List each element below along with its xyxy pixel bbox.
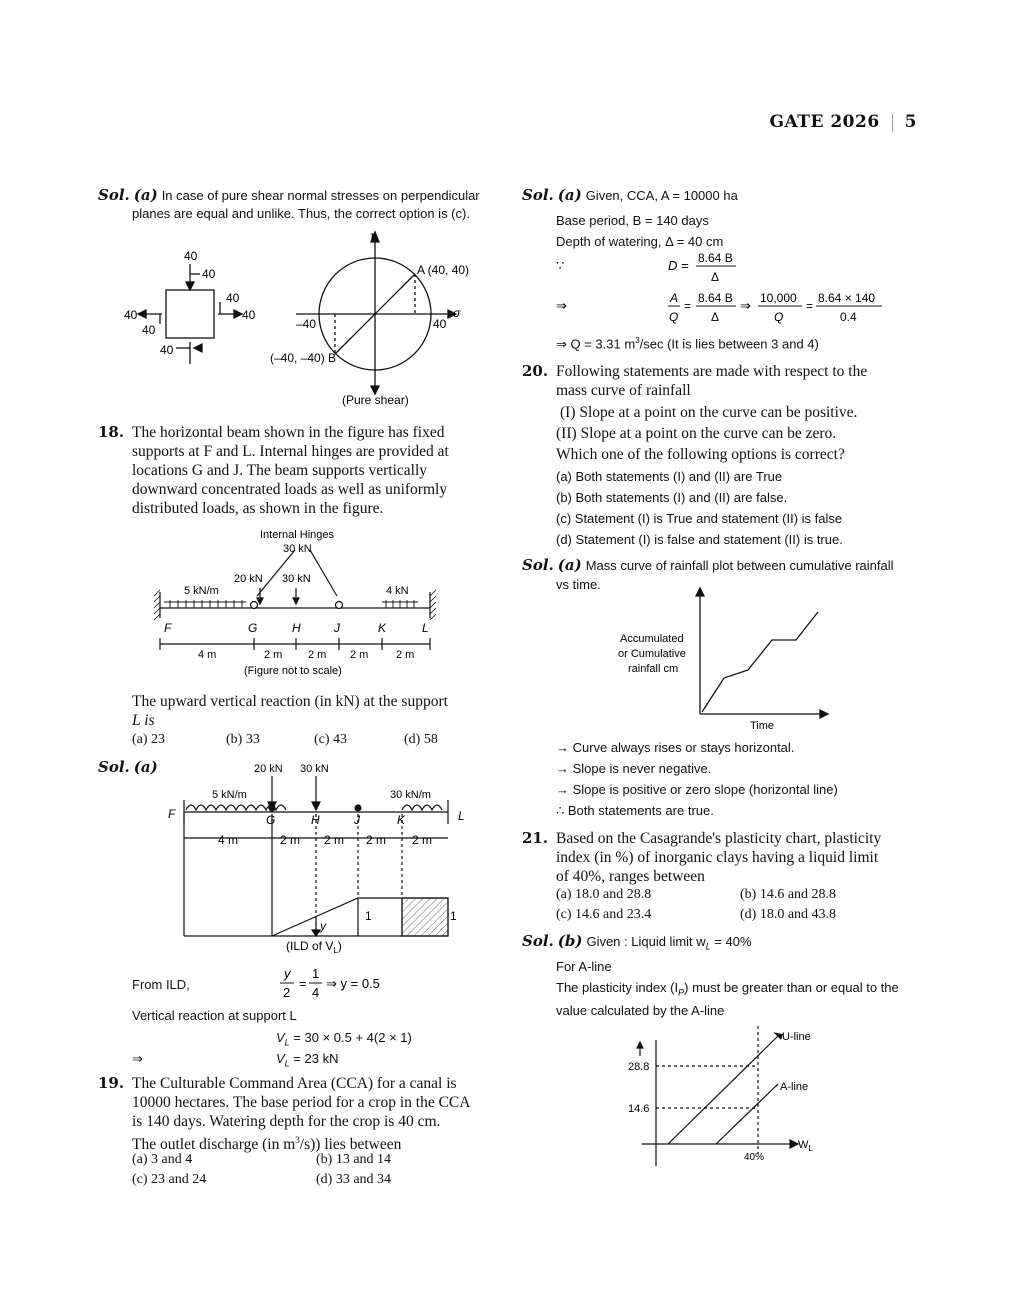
sol-text: Mass curve of rainfall plot between cumulative rainfall xyxy=(585,558,894,573)
dim-label: 2 m xyxy=(350,649,369,661)
statement-1: (I) Slope at a point on the curve can be positive. xyxy=(560,404,858,421)
sol-answer: (a) xyxy=(133,758,158,776)
option-c[interactable]: (c) 23 and 24 xyxy=(132,1172,207,1187)
svg-text:∵: ∵ xyxy=(556,258,565,273)
q-line: is 140 days. Watering depth for the crop is 40 cm. xyxy=(132,1113,441,1130)
sol-tag: Sol. xyxy=(522,932,554,950)
label: –40 xyxy=(296,317,317,331)
dim-label: 2 m xyxy=(280,833,301,847)
svg-text:A: A xyxy=(670,291,679,305)
y-label: y xyxy=(320,919,326,933)
option-c[interactable]: (c) 14.6 and 23.4 xyxy=(556,907,652,922)
sol-text: Depth of watering, Δ = 40 cm xyxy=(556,234,724,249)
q-line: The outlet discharge (in $m^3/s$)) lies between xyxy=(132,1135,402,1154)
question-20 xyxy=(522,362,922,399)
svg-text:8.64 B: 8.64 B xyxy=(698,291,733,305)
svg-text:⇒: ⇒ xyxy=(740,298,751,313)
solution-18 xyxy=(98,758,158,777)
beam-figure xyxy=(150,526,450,678)
svg-text:D =: D = xyxy=(668,258,689,273)
option-c[interactable]: (c) Statement (I) is True and statement (II) is false xyxy=(556,511,843,526)
label: 40 xyxy=(160,343,174,357)
load-label: 30 kN xyxy=(300,763,329,775)
dim-label: 2 m xyxy=(308,649,327,661)
point-k: K xyxy=(378,621,387,635)
hinge-label: Internal Hinges xyxy=(260,529,334,541)
sol-text: vs time. xyxy=(556,577,601,592)
q-line: The horizontal beam shown in the figure has fixed xyxy=(132,424,445,441)
svg-text:10,000: 10,000 xyxy=(760,291,797,305)
question-18-prompt xyxy=(132,692,502,730)
question-21 xyxy=(522,829,932,885)
sol-text: For A-line xyxy=(556,959,612,974)
option-a[interactable]: (a) 18.0 and 28.8 xyxy=(556,887,652,902)
option-a[interactable]: (a) Both statements (I) and (II) are True xyxy=(556,469,783,484)
point-k: K xyxy=(397,813,406,827)
svg-text:=: = xyxy=(684,299,692,313)
svg-text:Accumulated: Accumulated xyxy=(620,633,684,645)
label: 40 xyxy=(142,323,156,337)
q-line: The Culturable Command Area (CCA) for a canal is xyxy=(132,1075,457,1092)
svg-text:4: 4 xyxy=(312,985,320,1000)
q-line: distributed loads, as shown in the figure. xyxy=(132,500,384,517)
svg-text:U-line: U-line xyxy=(782,1031,811,1043)
label: 40 xyxy=(124,308,138,322)
option-a[interactable]: (a) 3 and 4 xyxy=(132,1152,193,1167)
option-a[interactable]: (a) 23 xyxy=(132,732,166,747)
header-title: GATE 2026 xyxy=(769,112,880,132)
bullet: → Slope is positive or zero slope (horizontal line) xyxy=(556,782,838,797)
svg-text:⇒ y = 0.5: ⇒ y = 0.5 xyxy=(326,976,380,991)
implies-symbol: ⇒ xyxy=(132,1051,143,1066)
label: 40 xyxy=(226,291,240,305)
question-number: 20. xyxy=(522,362,549,380)
dim-label: 2 m xyxy=(396,649,415,661)
mass-curve xyxy=(702,612,818,712)
q-line: mass curve of rainfall xyxy=(556,382,691,399)
label: 40 xyxy=(202,267,216,281)
q-line: The upward vertical reaction (in kN) at the support xyxy=(132,693,448,710)
statement-2: (II) Slope at a point on the curve can be zero. xyxy=(556,425,837,442)
svg-text:0.4: 0.4 xyxy=(840,310,857,324)
header-divider xyxy=(892,114,893,132)
svg-text:8.64 × 140: 8.64 × 140 xyxy=(818,291,876,305)
svg-text:or Cumulative: or Cumulative xyxy=(618,648,686,660)
solution-20 xyxy=(522,556,894,575)
bullet: → Curve always rises or stays horizontal. xyxy=(556,740,795,755)
dim-label: 2 m xyxy=(324,833,345,847)
point-j: J xyxy=(334,621,340,635)
discharge-result: ⇒ Q = 3.31 $m^3/\sec$ (It is lies between 3 and 4) xyxy=(556,336,819,352)
svg-text:rainfall cm: rainfall cm xyxy=(628,663,679,675)
question-18 xyxy=(98,423,498,517)
ild-figure xyxy=(160,758,470,956)
point-l: L xyxy=(458,809,465,823)
point-g: G xyxy=(248,621,258,635)
sol-text: The plasticity index $(I_P)$ must be greater than or equal to the value calculated by the A-line xyxy=(556,980,899,1018)
sigma-label: σ xyxy=(453,306,461,320)
dim-label: 2 m xyxy=(264,649,283,661)
point-l: L xyxy=(422,621,429,635)
svg-text:y: y xyxy=(284,966,291,981)
point-h: H xyxy=(292,621,301,635)
sol-text: Given, CCA, A = 10000 ha xyxy=(585,188,738,203)
svg-text:1: 1 xyxy=(312,966,320,981)
sol-answer: (a) xyxy=(133,186,158,204)
dim-label: 2 m xyxy=(412,833,433,847)
reaction-result: $V_L = 23$ kN xyxy=(276,1051,339,1069)
page-header xyxy=(770,112,917,132)
svg-text:=: = xyxy=(806,299,814,313)
svg-text:Q: Q xyxy=(669,310,679,324)
dim-label: 4 m xyxy=(198,649,217,661)
svg-text:A-line: A-line xyxy=(780,1081,809,1093)
fig-note: (Figure not to scale) xyxy=(244,665,342,677)
svg-text:WL: $W_L$ xyxy=(798,1139,813,1153)
sol-tag: Sol. xyxy=(98,758,130,776)
question-number: 18. xyxy=(98,423,125,441)
discharge-equation xyxy=(556,248,896,328)
udl-label: 5 kN/m xyxy=(212,789,247,801)
svg-text:=: = xyxy=(299,976,307,991)
sol-tag: Sol. xyxy=(522,186,554,204)
solution-17 xyxy=(98,186,508,223)
conclusion: ∴ Both statements are true. xyxy=(556,803,714,818)
option-b[interactable]: (b) Both statements (I) and (II) are false. xyxy=(556,490,788,505)
question-number: 21. xyxy=(522,829,549,847)
point-a: A (40, 40) xyxy=(417,263,470,277)
vertical-reaction-text: Vertical reaction at support L xyxy=(132,1008,297,1023)
svg-text:Δ: Δ xyxy=(711,310,720,324)
load-label: 30 kN xyxy=(283,543,312,555)
question-number: 19. xyxy=(98,1074,125,1092)
bullet: → Slope is never negative. xyxy=(556,761,712,776)
sol-text: Base period, B = 140 days xyxy=(556,213,709,228)
point-f: F xyxy=(168,807,176,821)
solution-21: Sol. (b) Given : Liquid limit $w_L = 40\%$ xyxy=(522,932,752,952)
ild-equation xyxy=(278,964,398,1004)
svg-text:2: 2 xyxy=(283,985,291,1000)
q-line: downward concentrated loads as well as uniformly xyxy=(132,481,448,498)
question-19 xyxy=(98,1074,508,1154)
sol-tag: Sol. xyxy=(522,556,554,574)
question-prompt: Which one of the following options is correct? xyxy=(556,446,845,463)
load-label: 20 kN xyxy=(254,763,283,775)
q-line: index (in %) of inorganic clays having a liquid limit xyxy=(556,849,879,866)
udl-label: 5 kN/m xyxy=(184,585,219,597)
point-b: (–40, –40) B xyxy=(270,351,337,365)
option-b[interactable]: (b) 33 xyxy=(226,732,260,747)
reaction-equation: $V_L = 30 \times 0.5 + 4(2 \times 1)$ xyxy=(276,1030,412,1048)
stress-element xyxy=(166,290,214,338)
svg-text:40%: 40% xyxy=(744,1152,765,1163)
option-d[interactable]: (d) 33 and 34 xyxy=(316,1172,392,1187)
q-line: locations G and J. The beam supports vertically xyxy=(132,462,428,479)
tau-label: τ xyxy=(370,229,375,243)
udl-label: 4 kN xyxy=(386,585,409,597)
option-d[interactable]: (d) 18.0 and 43.8 xyxy=(740,907,837,922)
sol-tag: Sol. xyxy=(98,186,130,204)
q-line: L is xyxy=(132,712,155,729)
dim-label: 4 m xyxy=(218,833,239,847)
dim-label: 2 m xyxy=(366,833,387,847)
svg-text:8.64 B: 8.64 B xyxy=(698,251,733,265)
option-b[interactable]: (b) 14.6 and 28.8 xyxy=(740,887,837,902)
q-line: 10000 hectares. The base period for a crop in the CCA xyxy=(132,1094,471,1111)
option-b[interactable]: (b) 13 and 14 xyxy=(316,1152,392,1167)
sol-text: In case of pure shear normal stresses on perpendicular xyxy=(161,188,480,203)
svg-text:14.6: 14.6 xyxy=(628,1103,650,1115)
load-label: 30 kN xyxy=(282,573,311,585)
svg-text:Time: Time xyxy=(750,720,775,732)
ild-label: From ILD, xyxy=(132,977,190,992)
point-j: J xyxy=(354,813,360,827)
load-label: 20 kN xyxy=(234,573,263,585)
sol-text: planes are equal and unlike. Thus, the correct option is (c). xyxy=(132,206,470,221)
sol-answer: (a) xyxy=(557,186,582,204)
q-line: Following statements are made with respect to the xyxy=(556,363,868,380)
sol-answer: (a) xyxy=(557,556,582,574)
point-g: G xyxy=(266,813,276,827)
label: 40 xyxy=(184,249,198,263)
svg-text:⇒: ⇒ xyxy=(556,298,567,313)
point-h: H xyxy=(311,813,320,827)
unit-label: 1 xyxy=(450,909,457,923)
label: 40 xyxy=(242,308,256,322)
label: 40 xyxy=(433,317,447,331)
solution-19 xyxy=(522,186,738,205)
svg-text:Q: Q xyxy=(774,310,784,324)
pure-shear-figure xyxy=(120,228,480,410)
q-line: Based on the Casagrande's plasticity chart, plasticity xyxy=(556,830,882,847)
q-line: of 40%, ranges between xyxy=(556,868,705,885)
plasticity-chart xyxy=(620,1022,840,1172)
sol-answer: (b) xyxy=(557,932,583,950)
u-line xyxy=(668,1036,778,1144)
unit-label: 1 xyxy=(365,909,372,923)
mass-curve-graph xyxy=(610,584,840,734)
ild-caption: (ILD of $V_L$) xyxy=(286,939,342,955)
svg-text:28.8: 28.8 xyxy=(628,1061,650,1073)
q-line: supports at F and L. Internal hinges are provided at xyxy=(132,443,449,460)
a-line xyxy=(716,1084,778,1144)
svg-text:Δ: Δ xyxy=(711,270,720,284)
option-d[interactable]: (d) 58 xyxy=(404,732,438,747)
page-number: 5 xyxy=(904,112,917,132)
option-d[interactable]: (d) Statement (I) is false and statement (II) is true. xyxy=(556,532,843,547)
point-f: F xyxy=(164,621,172,635)
option-c[interactable]: (c) 43 xyxy=(314,732,348,747)
udl-label: 30 kN/m xyxy=(390,789,431,801)
caption: (Pure shear) xyxy=(342,393,409,407)
